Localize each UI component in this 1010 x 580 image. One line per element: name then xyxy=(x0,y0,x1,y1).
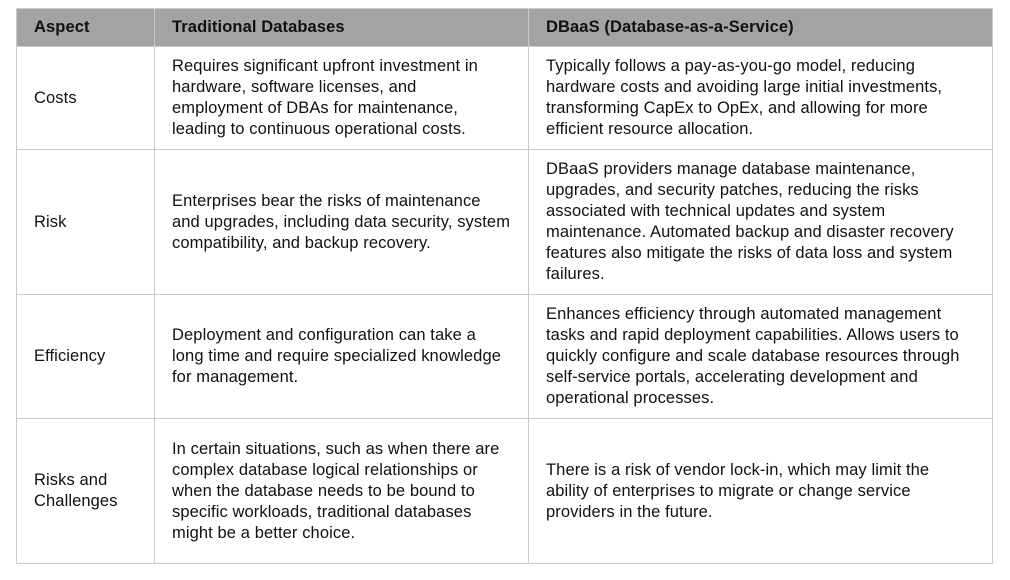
table-body xyxy=(17,47,993,564)
comparison-table xyxy=(16,8,993,564)
comparison-table-container xyxy=(16,8,992,564)
aspect-cell: Efficiency xyxy=(17,295,155,419)
header-traditional-databases: Traditional Databases xyxy=(155,9,529,47)
traditional-cell: Deployment and configuration can take a long time and require specialized knowledge for management. xyxy=(155,295,529,419)
table-row-costs xyxy=(17,47,993,150)
traditional-cell: In certain situations, such as when there are complex database logical relationships or when the database needs to be bound to specific workloads, traditional databases might be a better choice. xyxy=(155,419,529,564)
table-row-efficiency xyxy=(17,295,993,419)
header-row xyxy=(17,9,993,47)
dbaas-cell: DBaaS providers manage database maintenance, upgrades, and security patches, reducing the risks associated with technical updates and system maintenance. Automated backup and disaster recovery features also mitigate the risks of data loss and system failures. xyxy=(529,150,993,295)
header-aspect: Aspect xyxy=(17,9,155,47)
traditional-cell: Enterprises bear the risks of maintenance and upgrades, including data security, system compatibility, and backup recovery. xyxy=(155,150,529,295)
table-header xyxy=(17,9,993,47)
table-row-risk xyxy=(17,150,993,295)
aspect-cell: Risk xyxy=(17,150,155,295)
header-dbaas: DBaaS (Database-as-a-Service) xyxy=(529,9,993,47)
dbaas-cell: Enhances efficiency through automated management tasks and rapid deployment capabilities. Allows users to quickly configure and scale database resources through self-service portals, accelerating development and operational processes. xyxy=(529,295,993,419)
traditional-cell: Requires significant upfront investment in hardware, software licenses, and employment of DBAs for maintenance, leading to continuous operational costs. xyxy=(155,47,529,150)
aspect-cell: Risks and Challenges xyxy=(17,419,155,564)
dbaas-cell: There is a risk of vendor lock-in, which may limit the ability of enterprises to migrate or change service providers in the future. xyxy=(529,419,993,564)
dbaas-cell: Typically follows a pay-as-you-go model, reducing hardware costs and avoiding large initial investments, transforming CapEx to OpEx, and allowing for more efficient resource allocation. xyxy=(529,47,993,150)
table-row-risks-and-challenges xyxy=(17,419,993,564)
aspect-cell: Costs xyxy=(17,47,155,150)
